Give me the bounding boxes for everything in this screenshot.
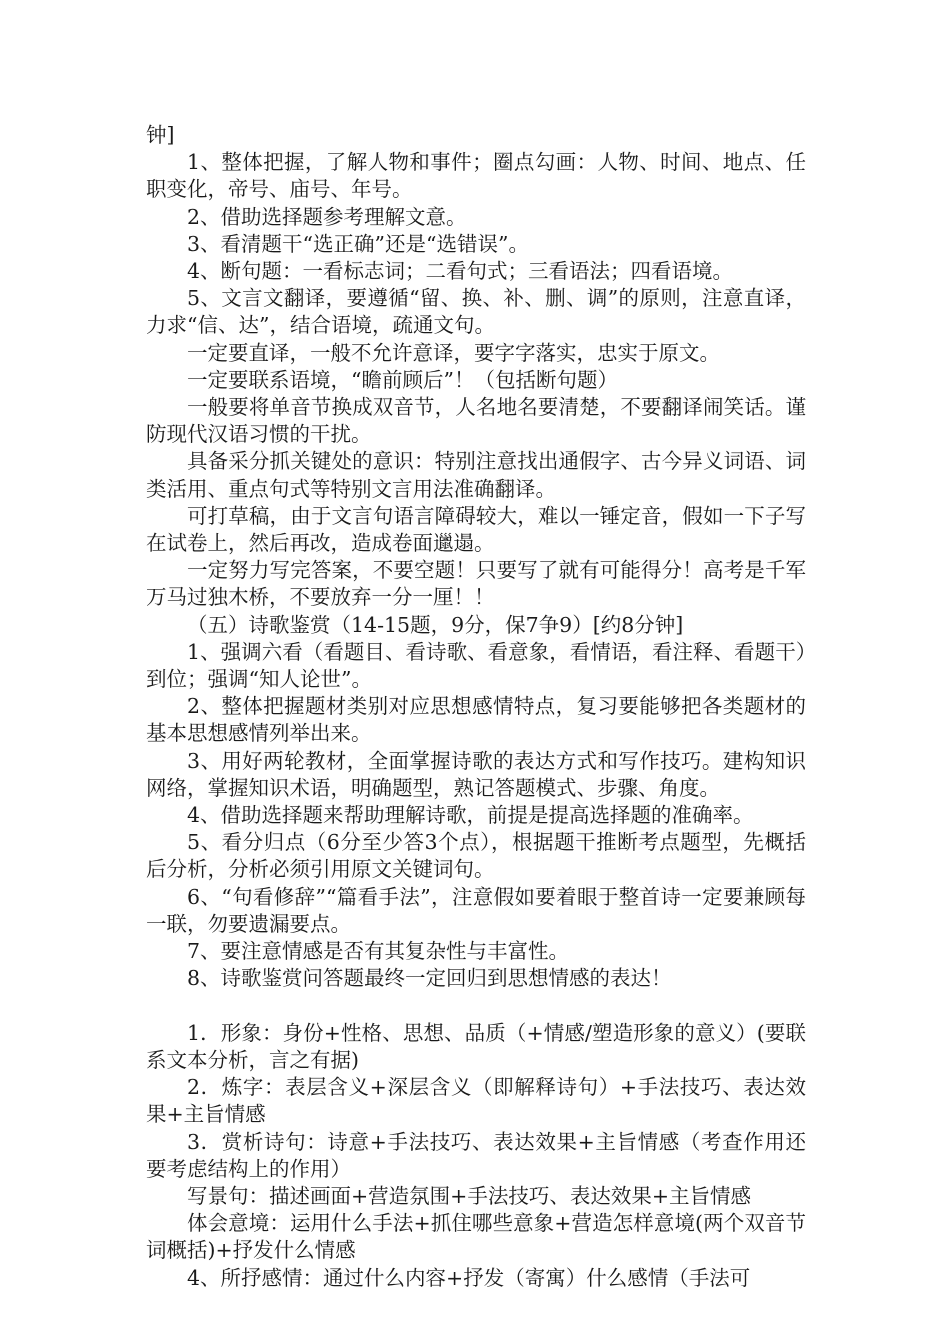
paragraph: 6、“句看修辞”“篇看手法”，注意假如要着眼于整首诗一定要兼顾每一联，勿要遗漏要点。 [146,884,806,936]
section-heading: （五）诗歌鉴赏（14-15题，9分，保7争9）[约8分钟] [187,612,684,637]
paragraph: 7、要注意情感是否有其复杂性与丰富性。 [187,939,570,964]
paragraph: 2、借助选择题参考理解文意。 [187,204,467,229]
paragraph: 4、断句题：一看标志词；二看句式；三看语法；四看语境。 [187,259,734,284]
paragraph: 一定要直译，一般不允许意译，要字字落实，忠实于原文。 [187,340,720,365]
paragraph: 一定努力写完答案，不要空题！只要写了就有可能得分！高考是千军万马过独木桥，不要放弃一分一厘！！ [146,558,806,610]
paragraph: 3、用好两轮教材，全面掌握诗歌的表达方式和写作技巧。建构知识网络，掌握知识术语，明确题型，熟记答题模式、步骤、角度。 [146,748,806,800]
paragraph: 4、借助选择题来帮助理解诗歌，前提是提高选择题的准确率。 [187,803,754,828]
paragraph: 1、整体把握，了解人物和事件；圈点勾画：人物、时间、地点、任职变化，帝号、庙号、年号。 [146,150,806,202]
document-body [146,122,806,1292]
paragraph: 2、整体把握题材类别对应思想感情特点，复习要能够把各类题材的基本思想感情列举出来。 [146,694,806,746]
paragraph: 8、诗歌鉴赏问答题最终一定回归到思想情感的表达！ [187,966,672,991]
paragraph: 5、文言文翻译，要遵循“留、换、补、删、调”的原则，注意直译，力求“信、达”，结合语境，疏通文句。 [146,286,806,338]
paragraph: 具备采分抓关键处的意识：特别注意找出通假字、古今异义词语、词类活用、重点句式等特别文言用法准确翻译。 [146,449,806,501]
paragraph: 3．赏析诗句：诗意+手法技巧、表达效果+主旨情感（考查作用还要考虑结构上的作用） [146,1129,806,1181]
paragraph: 可打草稿，由于文言句语言障碍较大，难以一锤定音，假如一下子写在试卷上，然后再改，造成卷面邋遢。 [146,503,806,556]
paragraph: 1．形象：身份+性格、思想、品质（+情感/塑造形象的意义）(要联系文本分析，言之有据) [146,1020,806,1072]
blank-line [146,993,806,1020]
paragraph: 2．炼字：表层含义+深层含义（即解释诗句）+手法技巧、表达效果+主旨情感 [146,1075,806,1127]
paragraph: 5、看分归点（6分至少答3个点），根据题干推断考点题型，先概括后分析，分析必须引用原文关键词句。 [146,830,806,882]
paragraph: 写景句：描述画面+营造氛围+手法技巧、表达效果+主旨情感 [187,1183,752,1208]
paragraph: 一定要联系语境，“瞻前顾后”！（包括断句题） [187,367,618,392]
paragraph: 体会意境：运用什么手法+抓住哪些意象+营造怎样意境(两个双音节词概括)+抒发什么情感 [146,1211,806,1263]
paragraph: 一般要将单音节换成双音节，人名地名要清楚，不要翻译闹笑话。谨防现代汉语习惯的干扰。 [146,395,806,447]
paragraph: 钟] [146,123,175,147]
paragraph: 4、所抒感情：通过什么内容+抒发（寄寓）什么感情（手法可 [187,1265,751,1290]
paragraph: 1、强调六看（看题目、看诗歌、看意象，看情语，看注释、看题干）到位；强调“知人论世”。 [146,639,806,692]
paragraph: 3、看清题干“选正确”还是“选错误”。 [187,231,529,256]
